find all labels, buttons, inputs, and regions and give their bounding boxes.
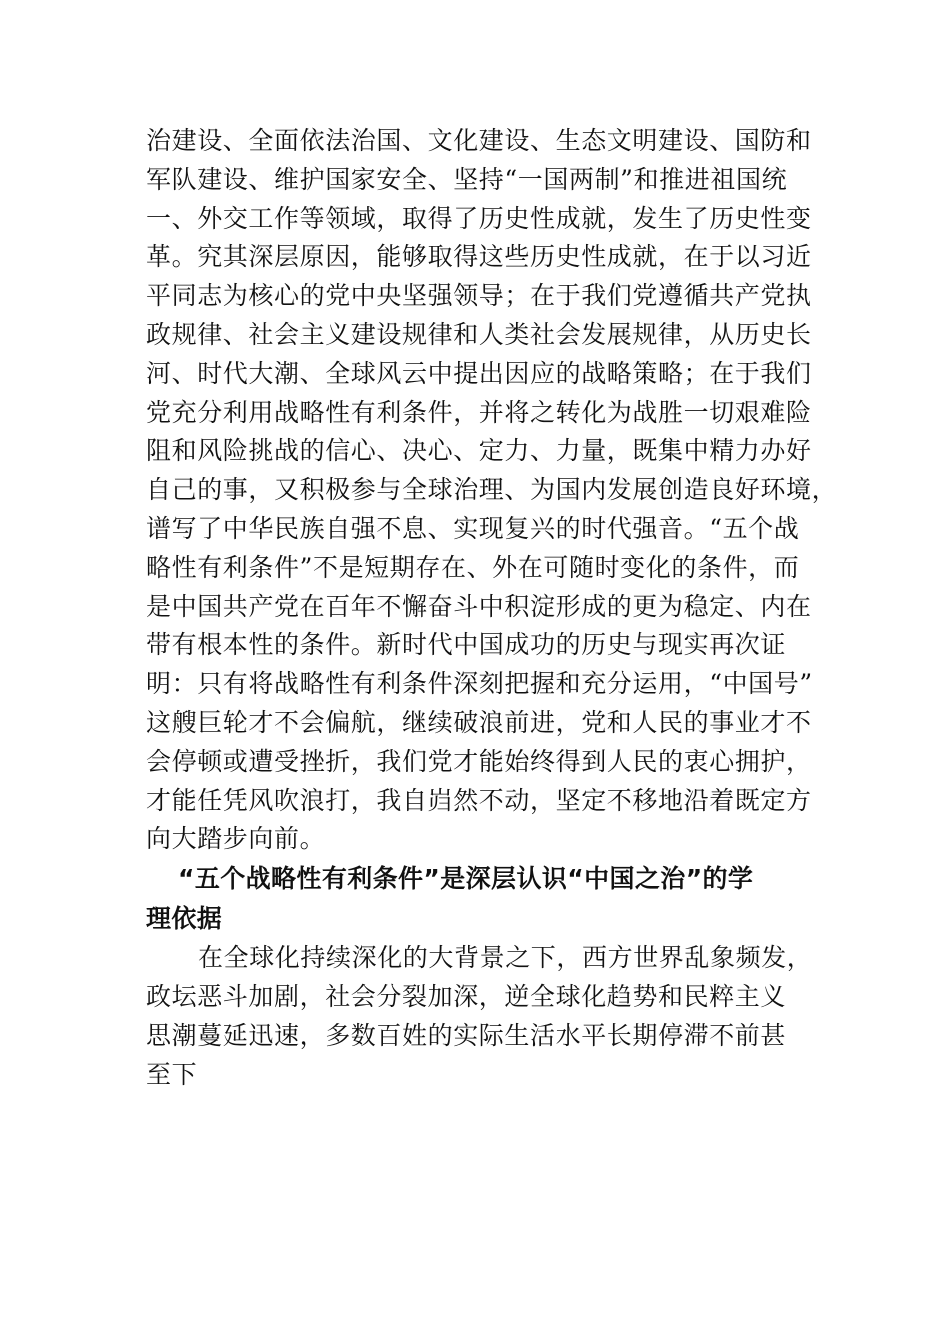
paragraph-line: 党充分利用战略性有利条件，并将之转化为战胜一切艰难险 <box>146 397 812 427</box>
paragraph-line: 至下 <box>146 1059 198 1089</box>
paragraph-line: 政坛恶斗加剧，社会分裂加深，逆全球化趋势和民粹主义 <box>146 981 787 1011</box>
paragraph-line: 略性有利条件”不是短期存在、外在可随时变化的条件，而 <box>146 552 800 582</box>
new-paragraph <box>146 939 816 1094</box>
paragraph-line: 河、时代大潮、全球风云中提出因应的战略策略；在于我们 <box>146 358 812 388</box>
paragraph-line: 明：只有将战略性有利条件深刻把握和充分运用，“中国号” <box>146 669 813 699</box>
paragraph-line: 治建设、全面依法治国、文化建设、生态文明建设、国防和 <box>146 126 812 155</box>
document-body <box>146 122 838 1094</box>
paragraph-line: 谱写了中华民族自强不息、实现复兴的时代强音。“五个战 <box>146 513 800 543</box>
heading-line: “五个战略性有利条件”是深层认识“中国之治”的学 <box>178 864 754 894</box>
paragraph-line: 阻和风险挑战的信心、决心、定力、力量，既集中精力办好 <box>146 436 812 466</box>
paragraph-line: 会停顿或遭受挫折，我们党才能始终得到人民的衷心拥护， <box>146 746 812 776</box>
paragraph-line: 向大踏步向前。 <box>146 824 326 854</box>
paragraph-line: 带有根本性的条件。新时代中国成功的历史与现实再次证 <box>146 630 787 660</box>
continued-paragraph <box>146 122 838 859</box>
section-heading <box>146 859 816 939</box>
paragraph-line: 是中国共产党在百年不懈奋斗中积淀形成的更为稳定、内在 <box>146 591 812 621</box>
heading-line: 理依据 <box>146 904 223 934</box>
paragraph-line: 革。究其深层原因，能够取得这些历史性成就，在于以习近 <box>146 242 812 272</box>
paragraph-line: 思潮蔓延迅速，多数百姓的实际生活水平长期停滞不前甚 <box>146 1020 787 1050</box>
paragraph-line: 才能任凭风吹浪打，我自岿然不动，坚定不移地沿着既定方 <box>146 785 812 815</box>
paragraph-line: 军队建设、维护国家安全、坚持“一国两制”和推进祖国统 <box>146 164 788 194</box>
paragraph-line: 一、外交工作等领域，取得了历史性成就，发生了历史性变 <box>146 203 812 233</box>
paragraph-line: 在全球化持续深化的大背景之下，西方世界乱象频发， <box>198 943 813 973</box>
paragraph-line: 这艘巨轮才不会偏航，继续破浪前进，党和人民的事业才不 <box>146 707 812 737</box>
paragraph-line: 平同志为核心的党中央坚强领导；在于我们党遵循共产党执 <box>146 281 812 311</box>
paragraph-line: 自己的事，又积极参与全球治理、为国内发展创造良好环境， <box>146 475 838 505</box>
paragraph-line: 政规律、社会主义建设规律和人类社会发展规律，从历史长 <box>146 319 812 349</box>
